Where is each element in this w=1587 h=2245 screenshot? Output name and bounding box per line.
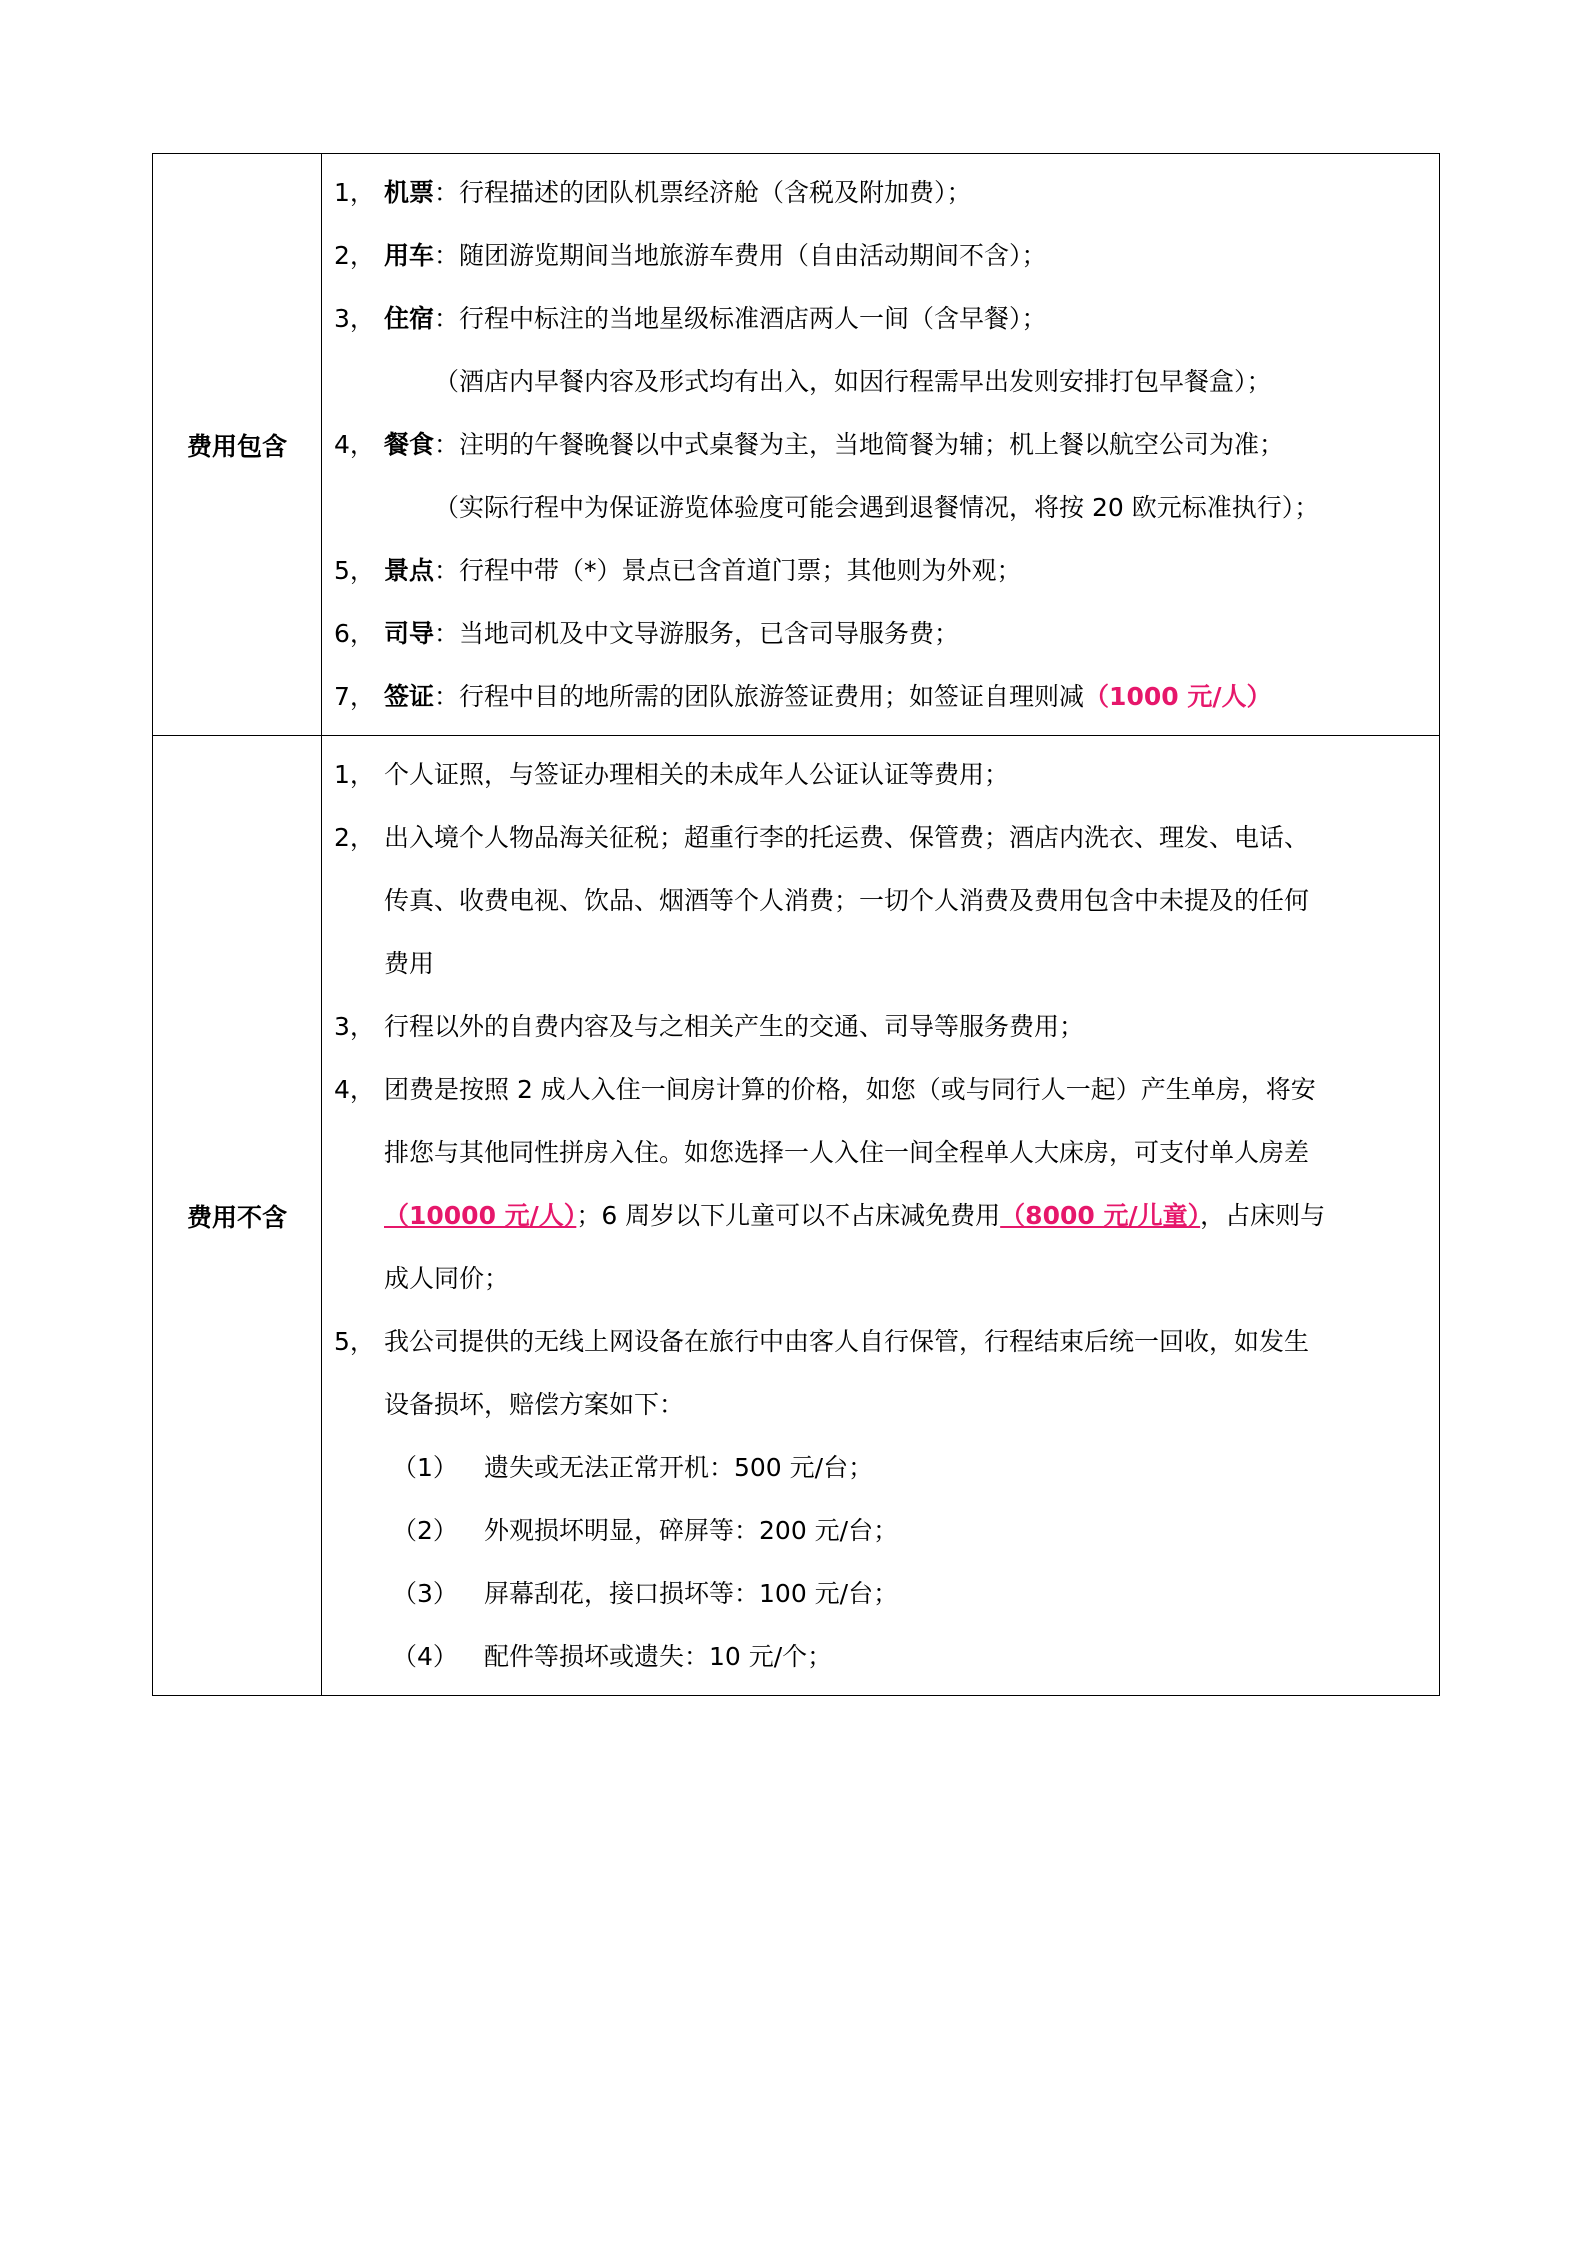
excluded-item-room-cont <box>334 1247 1429 1310</box>
item-text: 个人证照，与签证办理相关的未成年人公证认证等费用； <box>384 760 1010 789</box>
item-number: 5， <box>334 1327 375 1356</box>
wifi-compensation-item <box>334 1499 1429 1562</box>
wifi-compensation-item <box>334 1562 1429 1625</box>
child-price-highlight: （8000 元/儿童） <box>1000 1201 1201 1230</box>
excluded-item-room <box>334 1058 1429 1121</box>
excluded-item-personal-cont <box>334 869 1429 932</box>
item-text: 行程中目的地所需的团队旅游签证费用；如签证自理则减 <box>459 682 1085 711</box>
item-text: 我公司提供的无线上网设备在旅行中由客人自行保管，行程结束后统一回收，如发生 <box>384 1327 1310 1356</box>
item-title: 签证 <box>384 682 435 711</box>
included-item-visa <box>334 665 1429 728</box>
sub-item-text: 遗失或无法正常开机：500 元/台； <box>484 1453 874 1482</box>
item-text: 设备损坏，赔偿方案如下： <box>384 1390 685 1419</box>
item-colon: ： <box>434 619 460 648</box>
item-number: 7， <box>334 682 375 711</box>
excluded-item-wifi <box>334 1310 1429 1373</box>
fee-table <box>152 153 1440 1696</box>
item-colon: ： <box>434 304 460 333</box>
item-number: 5， <box>334 556 375 585</box>
item-text: 出入境个人物品海关征税；超重行李的托运费、保管费；酒店内洗衣、理发、电话、 <box>384 823 1310 852</box>
sub-item-text: 配件等损坏或遗失：10 元/个； <box>484 1642 833 1671</box>
wifi-compensation-item <box>334 1625 1429 1688</box>
item-number: 4， <box>334 430 375 459</box>
fee-included-row <box>153 154 1440 736</box>
wifi-compensation-item <box>334 1436 1429 1499</box>
item-text: 费用 <box>384 949 435 978</box>
item-text: 注明的午餐晚餐以中式桌餐为主，当地简餐为辅；机上餐以航空公司为准； <box>459 430 1285 459</box>
sub-item-number: （4） <box>392 1642 458 1671</box>
excluded-item-extras <box>334 995 1429 1058</box>
included-item-attractions <box>334 539 1429 602</box>
item-number: 2， <box>334 241 375 270</box>
excluded-item-wifi-cont <box>334 1373 1429 1436</box>
item-text: 排您与其他同性拼房入住。如您选择一人入住一间全程单人大床房，可支付单人房差 <box>384 1138 1310 1167</box>
item-text: 行程中带（*）景点已含首道门票；其他则为外观； <box>459 556 1022 585</box>
item-number: 4， <box>334 1075 375 1104</box>
included-note-meals <box>334 476 1429 539</box>
item-text: 成人同价； <box>384 1264 510 1293</box>
item-number: 2， <box>334 823 375 852</box>
visa-deduction-highlight: （1000 元/人） <box>1084 682 1272 711</box>
included-note-breakfast <box>334 350 1429 413</box>
included-item-meals <box>334 413 1429 476</box>
sub-item-text: 外观损坏明显，碎屏等：200 元/台； <box>484 1516 899 1545</box>
item-colon: ： <box>434 682 460 711</box>
item-colon: ： <box>434 556 460 585</box>
item-title: 用车 <box>384 241 435 270</box>
item-text: 传真、收费电视、饮品、烟酒等个人消费；一切个人消费及费用包含中未提及的任何 <box>384 886 1310 915</box>
excluded-item-documents <box>334 743 1429 806</box>
sub-item-text: 屏幕刮花，接口损坏等：100 元/台； <box>484 1579 899 1608</box>
item-title: 住宿 <box>384 304 435 333</box>
item-text: 团费是按照 2 成人入住一间房计算的价格，如您（或与同行人一起）产生单房，将安 <box>384 1075 1316 1104</box>
fee-excluded-row <box>153 736 1440 1696</box>
excluded-item-personal-cont <box>334 932 1429 995</box>
item-colon: ： <box>434 178 460 207</box>
item-number: 1， <box>334 178 375 207</box>
fee-included-label: 费用包含 <box>153 154 322 736</box>
fee-excluded-label: 费用不含 <box>153 736 322 1696</box>
sub-item-number: （1） <box>392 1453 458 1482</box>
item-text: 行程描述的团队机票经济舱（含税及附加费）； <box>459 178 972 207</box>
item-note: （酒店内早餐内容及形式均有出入，如因行程需早出发则安排打包早餐盒）； <box>434 367 1272 396</box>
item-text: ；6 周岁以下儿童可以不占床减免费用 <box>576 1201 1001 1230</box>
included-item-vehicle <box>334 224 1429 287</box>
item-text: 当地司机及中文导游服务，已含司导服务费； <box>459 619 960 648</box>
item-colon: ： <box>434 241 460 270</box>
item-number: 3， <box>334 304 375 333</box>
included-item-lodging <box>334 287 1429 350</box>
item-text: 行程中标注的当地星级标准酒店两人一间（含早餐）； <box>459 304 1047 333</box>
item-note: （实际行程中为保证游览体验度可能会遇到退餐情况，将按 20 欧元标准执行）； <box>434 493 1320 522</box>
item-text: 随团游览期间当地旅游车费用（自由活动期间不含）； <box>459 241 1047 270</box>
single-room-price-highlight: （10000 元/人） <box>384 1201 577 1230</box>
included-item-airfare <box>334 161 1429 224</box>
item-number: 3， <box>334 1012 375 1041</box>
excluded-item-room-cont <box>334 1121 1429 1184</box>
item-title: 餐食 <box>384 430 435 459</box>
sub-item-number: （2） <box>392 1516 458 1545</box>
item-title: 机票 <box>384 178 435 207</box>
item-text: ，占床则与 <box>1200 1201 1326 1230</box>
fee-included-content <box>322 154 1440 736</box>
item-number: 6， <box>334 619 375 648</box>
fee-excluded-content <box>322 736 1440 1696</box>
item-text: 行程以外的自费内容及与之相关产生的交通、司导等服务费用； <box>384 1012 1085 1041</box>
included-item-driver-guide <box>334 602 1429 665</box>
sub-item-number: （3） <box>392 1579 458 1608</box>
excluded-item-personal <box>334 806 1429 869</box>
item-title: 景点 <box>384 556 435 585</box>
excluded-item-room-cont <box>334 1184 1429 1247</box>
item-number: 1， <box>334 760 375 789</box>
item-title: 司导 <box>384 619 435 648</box>
item-colon: ： <box>434 430 460 459</box>
